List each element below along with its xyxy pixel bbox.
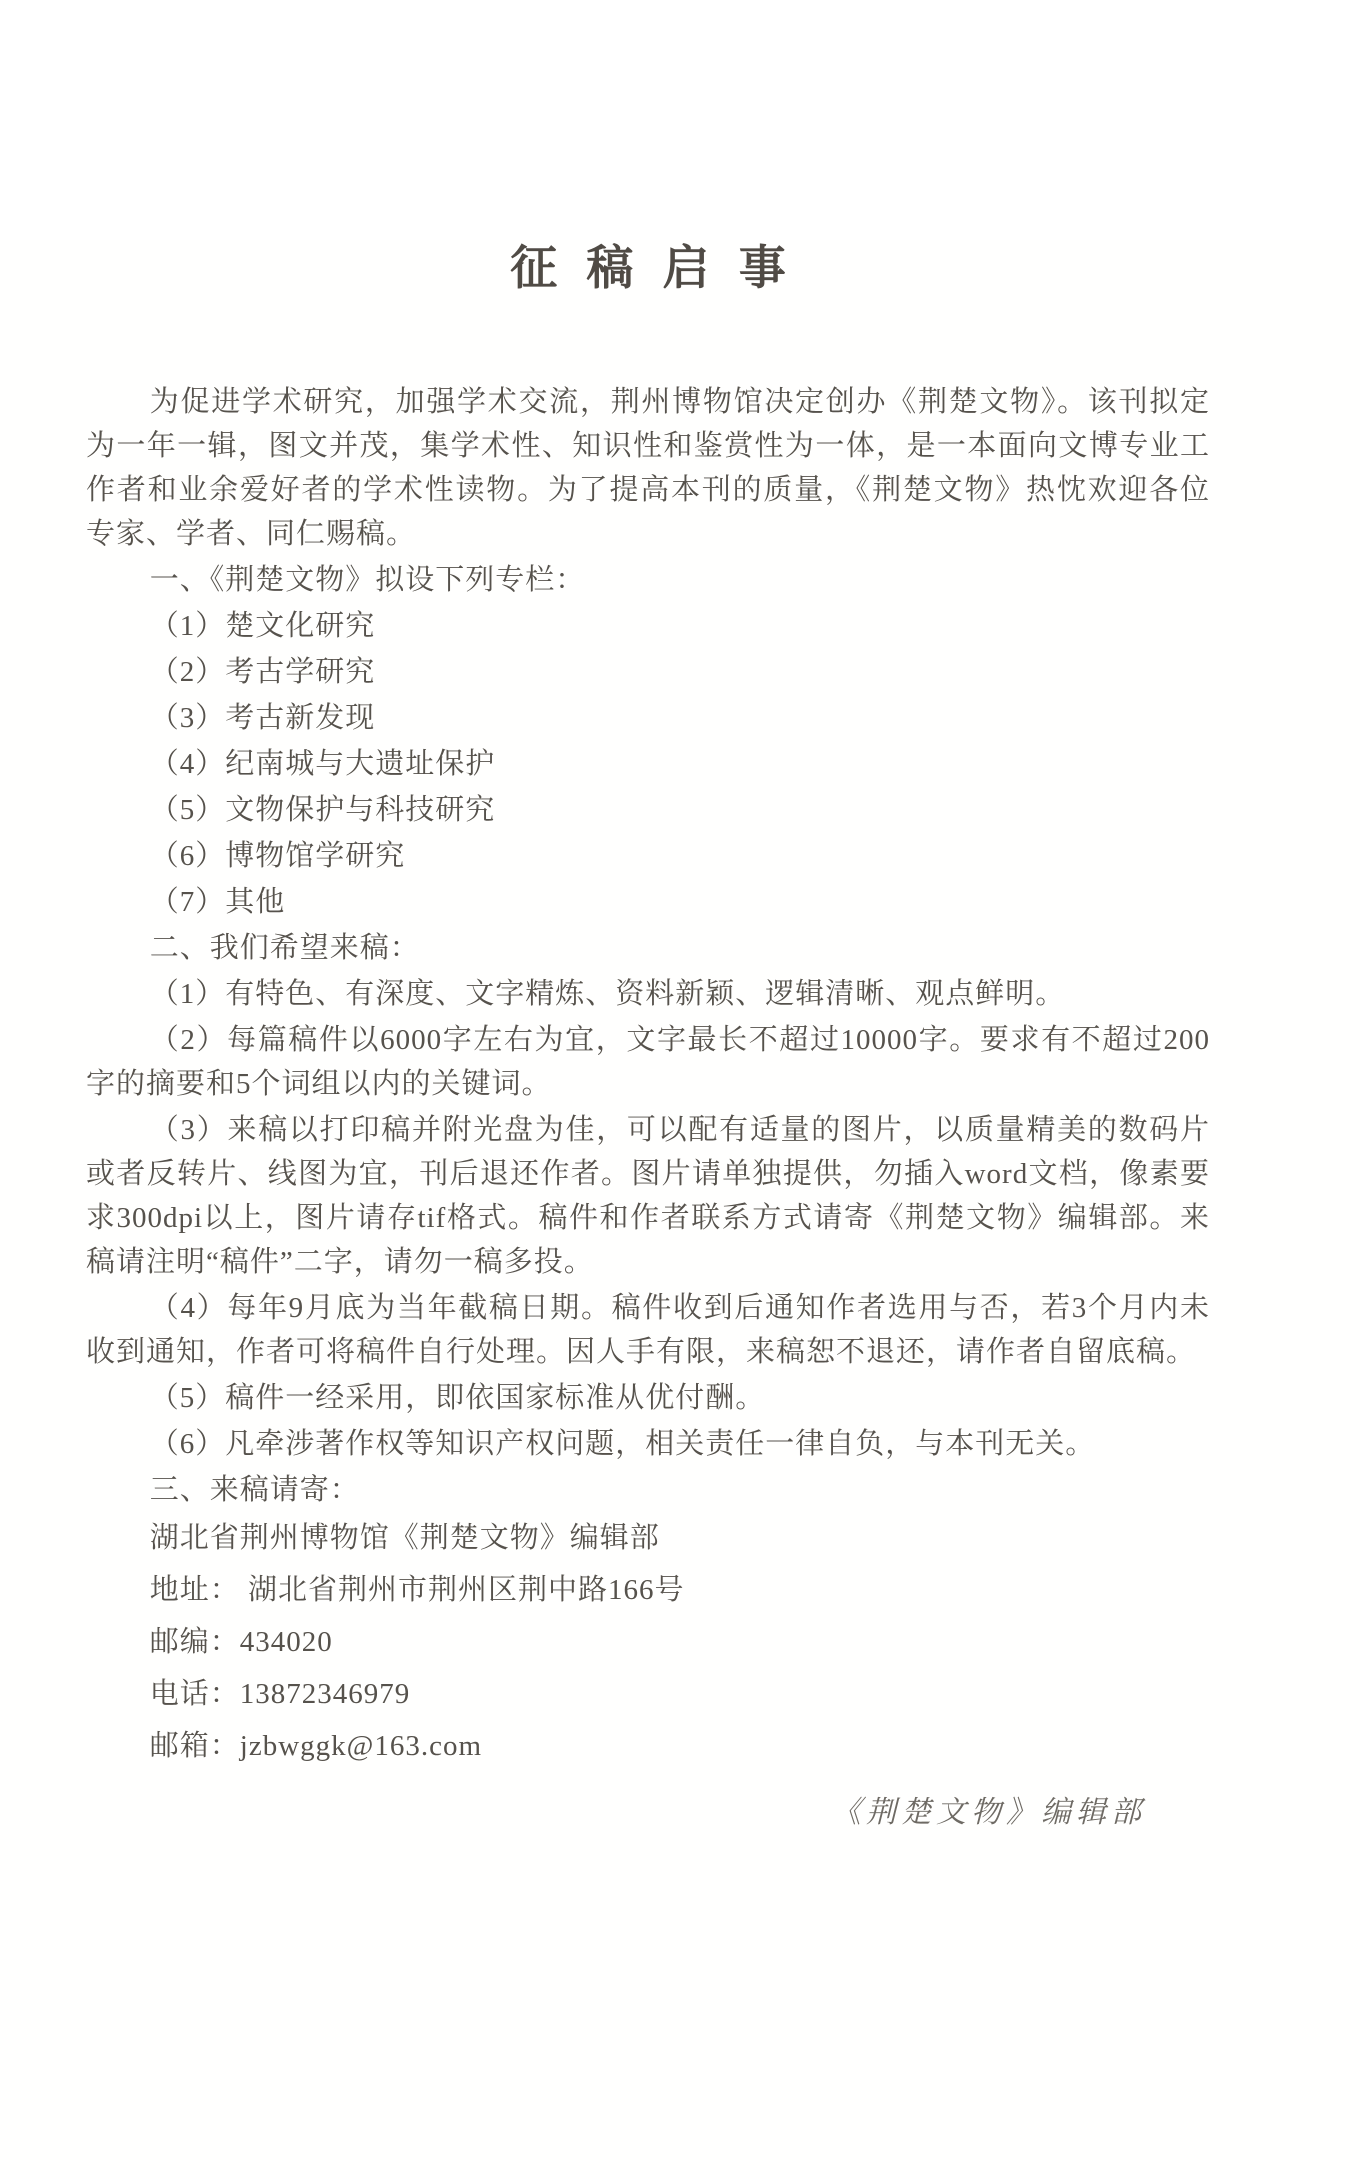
guideline-item-4: （4）每年9月底为当年截稿日期。稿件收到后通知作者选用与否，若3个月内未收到通知，作者可将稿件自行处理。因人手有限，来稿恕不退还，请作者自留底稿。 (86, 1292, 1210, 1368)
contact-line-recipient: 湖北省荆州博物馆《荆楚文物》编辑部 (149, 1522, 660, 1554)
guideline-item-1: （1）有特色、有深度、文字精炼、资料新颖、逻辑清晰、观点鲜明。 (149, 978, 1066, 1010)
guideline-item-6: （6）凡牵涉著作权等知识产权问题，相关责任一律自负，与本刊无关。 (149, 1428, 1096, 1460)
guideline-item-5: （5）稿件一经采用，即依国家标准从优付酬。 (149, 1382, 766, 1414)
signature: 《荆楚文物》编辑部 (831, 1796, 1146, 1829)
column-item-6: （6）博物馆学研究 (149, 840, 406, 872)
column-item-1: （1）楚文化研究 (149, 610, 376, 642)
column-item-2: （2）考古学研究 (149, 656, 376, 688)
intro-paragraph: 为促进学术研究，加强学术交流，荆州博物馆决定创办《荆楚文物》。该刊拟定为一年一辑，图文并茂，集学术性、知识性和鉴赏性为一体，是一本面向文博专业工作者和业余爱好者的学术性读物。为了提高本刊的质量，《荆楚文物》热忱欢迎各位专家、学者、同仁赐稿。 (86, 386, 1210, 550)
column-item-7: （7）其他 (149, 886, 286, 918)
scanned-document-page (0, 240, 1360, 2179)
column-item-3: （3）考古新发现 (149, 702, 376, 734)
contact-line-postcode: 邮编：434020 (149, 1626, 333, 1658)
contact-line-email: 邮箱：jzbwggk@163.com (149, 1730, 483, 1762)
section-1-heading: 一、《荆楚文物》拟设下列专栏： (149, 564, 586, 596)
column-item-5: （5）文物保护与科技研究 (149, 794, 496, 826)
section-2-heading: 二、我们希望来稿： (149, 932, 420, 964)
column-item-4: （4）纪南城与大遗址保护 (149, 748, 496, 780)
section-3-heading: 三、来稿请寄： (149, 1474, 360, 1506)
guideline-item-3: （3）来稿以打印稿并附光盘为佳，可以配有适量的图片，以质量精美的数码片或者反转片、线图为宜，刊后退还作者。图片请单独提供，勿插入word文档，像素要求300dpi以上，图片请存tif格式。稿件和作者联系方式请寄《荆楚文物》编辑部。来稿请注明“稿件”二字，请勿一稿多投。 (86, 1114, 1210, 1278)
guideline-item-2: （2）每篇稿件以6000字左右为宜，文字最长不超过10000字。要求有不超过200字的摘要和5个词组以内的关键词。 (86, 1024, 1210, 1100)
page-title: 征稿启事 (510, 243, 815, 295)
contact-line-phone: 电话：13872346979 (149, 1678, 411, 1710)
contact-line-address: 地址： 湖北省荆州市荆州区荆中路166号 (149, 1574, 685, 1606)
